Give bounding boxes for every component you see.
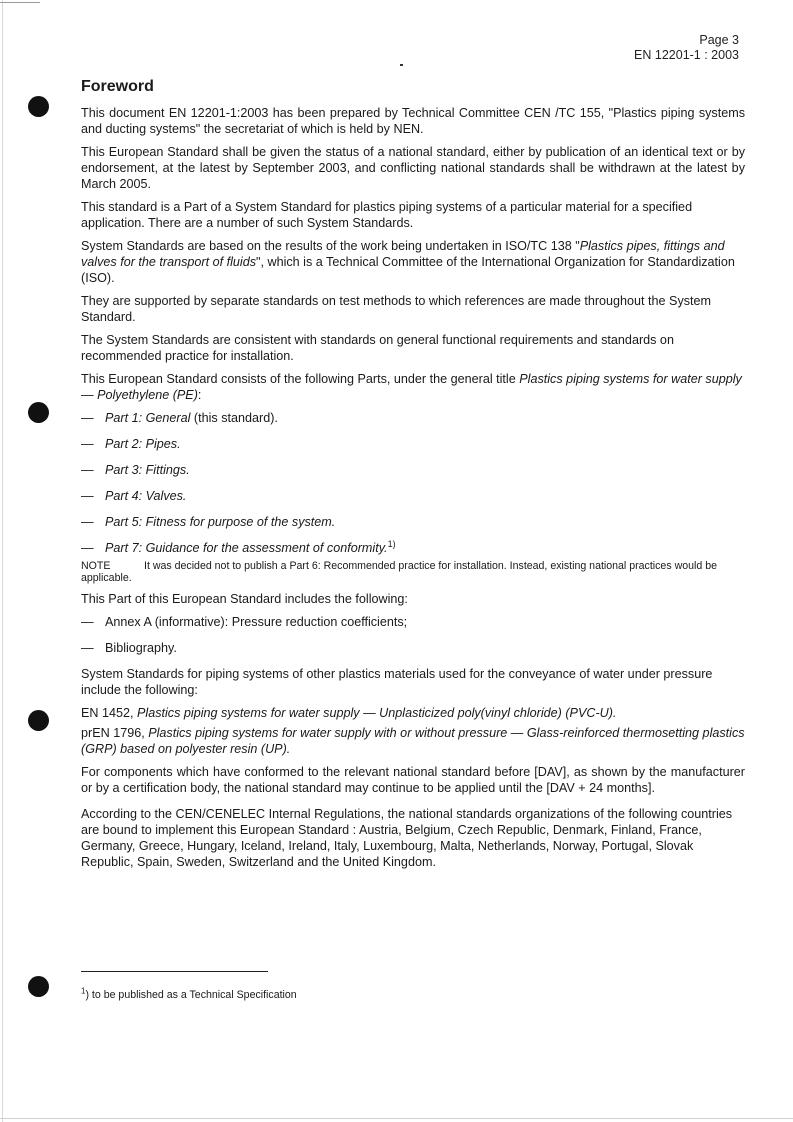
scan-top-mark: [0, 2, 40, 3]
punch-hole-icon: [28, 402, 49, 423]
list-item: — Part 3: Fittings.: [81, 463, 190, 477]
scan-left-edge: [2, 0, 3, 1122]
standard-reference: prEN 1796, Plastics piping systems for water supply with or without pressure — Glass-reinforced thermosetting plastics (GRP) based on polyester resin (UP).: [81, 726, 745, 756]
scan-speck: [400, 64, 403, 66]
list-item: — Part 1: General (this standard).: [81, 411, 278, 425]
section-title: Foreword: [81, 78, 154, 95]
list-item: — Annex A (informative): Pressure reduction coefficients;: [81, 615, 408, 629]
list-item: — Part 4: Valves.: [81, 489, 187, 503]
paragraph-preparation: This document EN 12201-1:2003 has been prepared by Technical Committee CEN /TC 155, "Plastics piping systems and ducting systems" the secretariat of which is held by NEN.: [81, 106, 745, 136]
paragraph-other-standards-intro: System Standards for piping systems of other plastics materials used for the conveyance of water under pressure include the following:: [81, 667, 713, 697]
list-item: — Part 2: Pipes.: [81, 437, 181, 451]
note-block: NOTE It was decided not to publish a Part 6: Recommended practice for installation. Instead, existing national practices would be applicable.: [81, 560, 717, 584]
paragraph-includes-intro: This Part of this European Standard includes the following:: [81, 592, 408, 606]
paragraph-components: For components which have conformed to the relevant national standard before [DAV], as shown by the manufacturer or by a certification body, the national standard may continue to be applied until the [DAV + 24 months].: [81, 765, 745, 795]
punch-hole-icon: [28, 96, 49, 117]
paragraph-iso: System Standards are based on the results of the work being undertaken in ISO/TC 138 "Plastics pipes, fittings and valves for the transport of fluids", which is a Technical Committee of the International Organization for Standardization (ISO).: [81, 239, 735, 285]
paragraph-parts-intro: This European Standard consists of the following Parts, under the general title Plastics piping systems for water supply — Polyethylene (PE):: [81, 372, 742, 402]
list-item: — Bibliography.: [81, 641, 177, 655]
footnote-separator: [81, 971, 268, 972]
document-id: EN 12201-1 : 2003: [634, 48, 739, 62]
paragraph-status: This European Standard shall be given the status of a national standard, either by publication of an identical text or by endorsement, at the latest by September 2003, and conflicting national standards shall be withdrawn at the latest by March 2005.: [81, 145, 745, 191]
page-header: [634, 33, 739, 63]
list-item: — Part 7: Guidance for the assessment of conformity.$^{1)}$: [81, 538, 396, 555]
standard-reference: EN 1452, Plastics piping systems for water supply — Unplasticized poly(vinyl chloride) (PVC-U).: [81, 706, 617, 720]
footnote: $^1$) to be published as a Technical Specification: [81, 986, 297, 1001]
punch-hole-icon: [28, 976, 49, 997]
paragraph-regulations: According to the CEN/CENELEC Internal Regulations, the national standards organizations of the following countries are bound to implement this European Standard : Austria, Belgium, Czech Republic, Denmark, Finland, France, Germany, Greece, Hungary, Iceland, Ireland, Italy, Luxembourg, Malta, Netherlands, Norway, Portugal, Slovak Republic, Spain, Sweden, Switzerland and the United Kingdom.: [81, 807, 733, 869]
paragraph-test-methods: They are supported by separate standards on test methods to which references are made throughout the System Standard.: [81, 294, 712, 324]
footnote-reference: 1): [387, 538, 396, 549]
page-number: Page 3: [699, 33, 739, 47]
punch-hole-icon: [28, 710, 49, 731]
scan-bottom-edge: [0, 1118, 793, 1119]
list-item: — Part 5: Fitness for purpose of the system.: [81, 515, 336, 529]
paragraph-system-standard: This standard is a Part of a System Standard for plastics piping systems of a particular material for a specified application. There are a number of such System Standards.: [81, 200, 693, 230]
paragraph-consistency: The System Standards are consistent with standards on general functional requirements and standards on recommended practice for installation.: [81, 333, 674, 363]
foreword-body: [81, 78, 745, 877]
